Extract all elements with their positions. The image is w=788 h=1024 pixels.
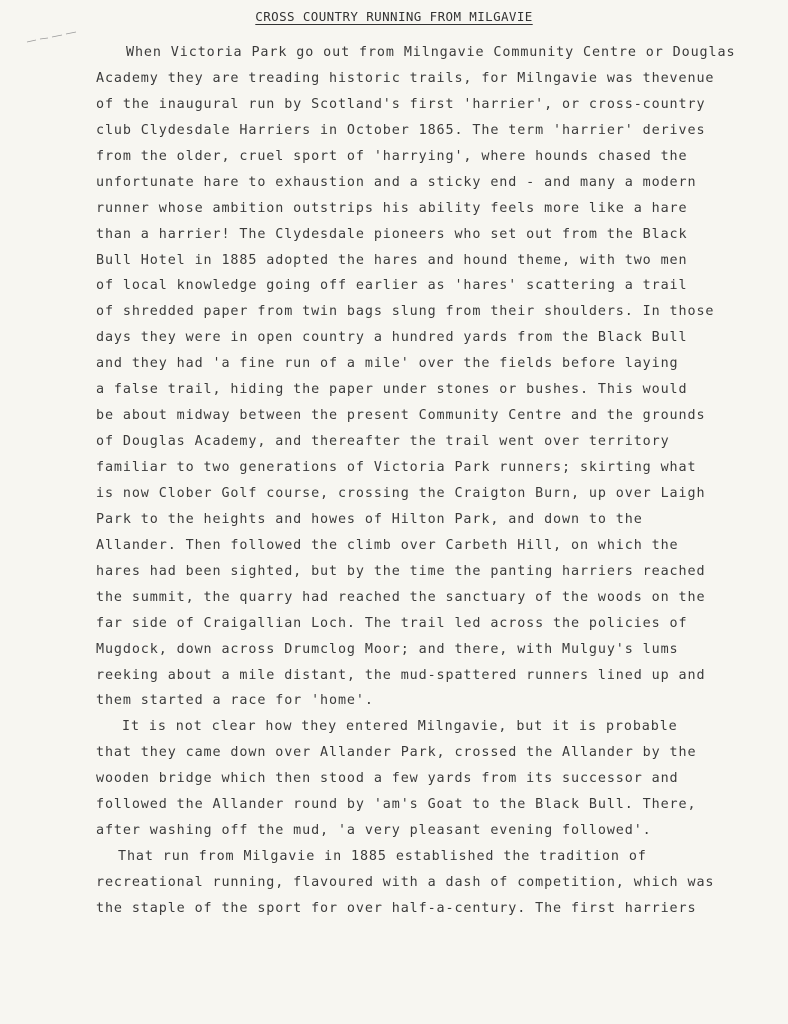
text-line: Academy they are treading historic trails, for Milngavie was thevenue bbox=[96, 70, 715, 86]
text-line: them started a race for 'home'. bbox=[96, 693, 374, 709]
text-line: of the inaugural run by Scotland's first 'harrier', or cross-country bbox=[96, 96, 706, 112]
text-line: familiar to two generations of Victoria Park runners; skirting what bbox=[96, 460, 697, 475]
text-line: that they came down over Allander Park, crossed the Allander by the bbox=[96, 745, 697, 761]
text-line: of shredded paper from twin bags slung from their shoulders. In those bbox=[96, 304, 715, 320]
text-line: reeking about a mile distant, the mud-spattered runners lined up and bbox=[96, 667, 706, 683]
text-line: When Victoria Park go out from Milngavie Community Centre or Douglas bbox=[126, 45, 736, 60]
text-line: is now Clober Golf course, crossing the Craigton Burn, up over Laigh bbox=[96, 485, 706, 501]
text-line: Park to the heights and howes of Hilton Park, and down to the bbox=[96, 511, 643, 527]
text-line: the summit, the quarry had reached the sanctuary of the woods on the bbox=[96, 589, 706, 605]
text-line: of local knowledge going off earlier as 'hares' scattering a trail bbox=[96, 278, 688, 294]
text-line: hares had been sighted, but by the time the panting harriers reached bbox=[96, 563, 706, 579]
text-line: runner whose ambition outstrips his ability feels more like a hare bbox=[96, 200, 688, 216]
text-line: Allander. Then followed the climb over Carbeth Hill, on which the bbox=[96, 537, 679, 553]
text-line: days they were in open country a hundred yards from the Black Bull bbox=[96, 330, 688, 346]
document-body bbox=[96, 40, 756, 922]
text-line: unfortunate hare to exhaustion and a sticky end - and many a modern bbox=[96, 174, 697, 190]
text-line: be about midway between the present Community Centre and the grounds bbox=[96, 408, 706, 424]
text-line: followed the Allander round by 'am's Goat to the Black Bull. There, bbox=[96, 797, 697, 813]
pencil-mark bbox=[26, 30, 78, 44]
text-line: from the older, cruel sport of 'harrying', where hounds chased the bbox=[96, 148, 688, 164]
text-line: recreational running, flavoured with a dash of competition, which was bbox=[96, 875, 715, 890]
text-line: after washing off the mud, 'a very pleasant evening followed'. bbox=[96, 823, 652, 839]
text-line: wooden bridge which then stood a few yards from its successor and bbox=[96, 771, 679, 787]
text-line: It is not clear how they entered Milngavie, but it is probable bbox=[122, 719, 678, 735]
text-line: than a harrier! The Clydesdale pioneers who set out from the Black bbox=[96, 226, 688, 242]
text-line: of Douglas Academy, and thereafter the trail went over territory bbox=[96, 434, 670, 450]
text-line: far side of Craigallian Loch. The trail led across the policies of bbox=[96, 615, 688, 631]
text-line: Mugdock, down across Drumclog Moor; and there, with Mulguy's lums bbox=[96, 641, 679, 657]
document-title: CROSS COUNTRY RUNNING FROM MILGAVIE bbox=[255, 9, 533, 24]
text-line: That run from Milgavie in 1885 established the tradition of bbox=[118, 849, 647, 865]
text-line: the staple of the sport for over half-a-century. The first harriers bbox=[96, 900, 697, 916]
text-line: club Clydesdale Harriers in October 1865. The term 'harrier' derives bbox=[96, 122, 706, 138]
text-line: Bull Hotel in 1885 adopted the hares and hound theme, with two men bbox=[96, 252, 688, 268]
text-line: a false trail, hiding the paper under stones or bushes. This would bbox=[96, 382, 688, 398]
text-line: and they had 'a fine run of a mile' over the fields before laying bbox=[96, 356, 679, 372]
